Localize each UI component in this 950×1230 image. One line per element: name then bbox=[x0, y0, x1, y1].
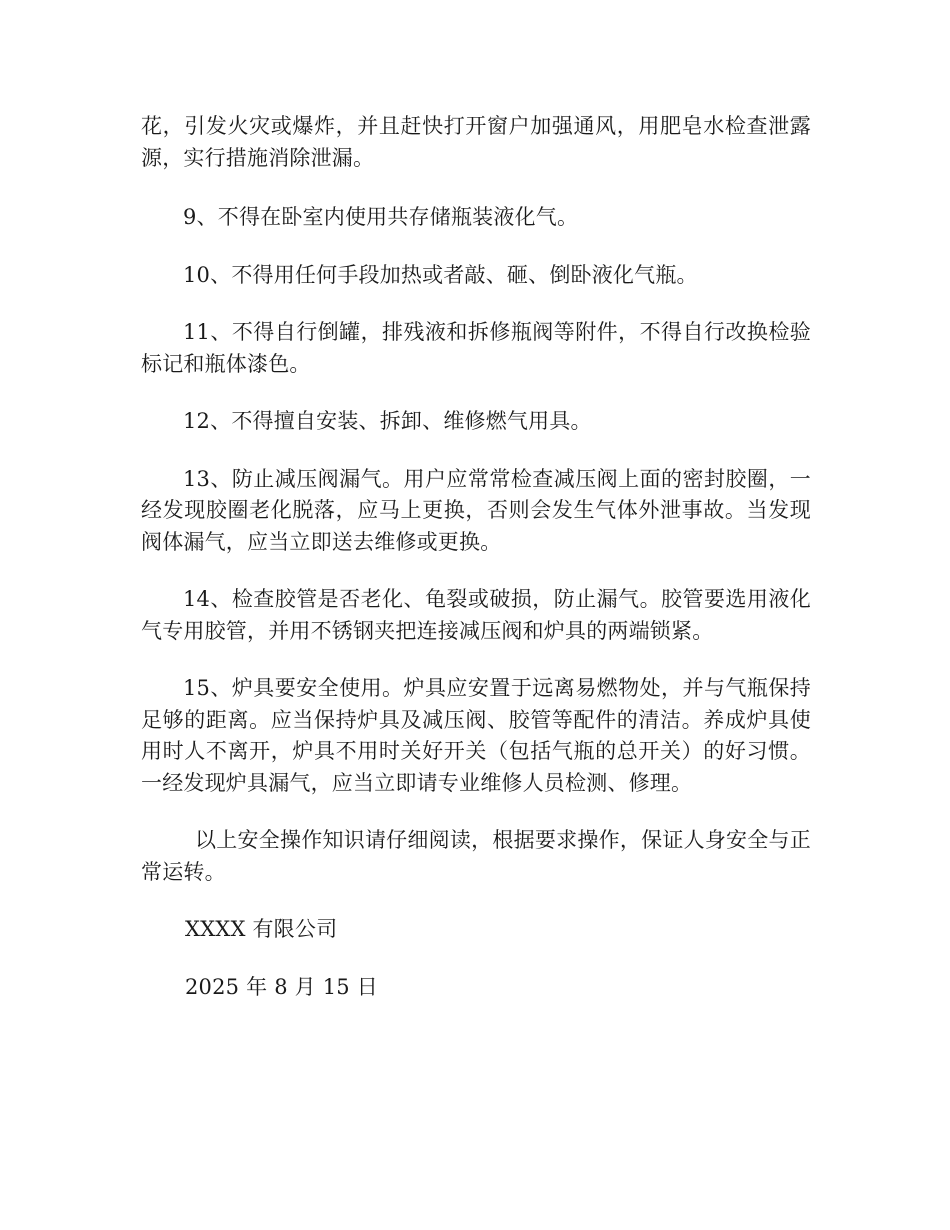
paragraph-rule-13: 13、防止减压阀漏气。用户应常常检查减压阀上面的密封胶圈，一经发现胶圈老化脱落，应马上更换，否则会发生气体外泄事故。当发现阀体漏气，应当立即送去维修或更换。 bbox=[141, 466, 811, 554]
paragraph-continuation: 花，引发火灾或爆炸，并且赶快打开窗户加强通风，用肥皂水检查泄露源，实行措施消除泄漏。 bbox=[141, 114, 811, 170]
paragraph-rule-15: 15、炉具要安全使用。炉具应安置于远离易燃物处，并与气瓶保持足够的距离。应当保持炉具及减压阀、胶管等配件的清洁。养成炉具使用时人不离开，炉具不用时关好开关（包括气瓶的总开关）的好习惯。一经发现炉具漏气，应当立即请专业维修人员检测、修理。 bbox=[141, 676, 811, 795]
closing-paragraph: 以上安全操作知识请仔细阅读，根据要求操作，保证人身安全与正常运转。 bbox=[141, 828, 811, 884]
paragraph-rule-11: 11、不得自行倒罐，排残液和拆修瓶阀等附件，不得自行改换检验标记和瓶体漆色。 bbox=[141, 320, 811, 376]
document-body bbox=[141, 111, 811, 1029]
paragraph-rule-10: 10、不得用任何手段加热或者敲、砸、倒卧液化气瓶。 bbox=[183, 262, 698, 287]
paragraph-rule-12: 12、不得擅自安装、拆卸、维修燃气用具。 bbox=[183, 409, 592, 433]
company-name: XXXX 有限公司 bbox=[185, 917, 338, 941]
paragraph-rule-9: 9、不得在卧室内使用共存储瓶装液化气。 bbox=[183, 205, 579, 229]
paragraph-rule-14: 14、检查胶管是否老化、龟裂或破损，防止漏气。胶管要选用液化气专用胶管，并用不锈钢夹把连接减压阀和炉具的两端锁紧。 bbox=[141, 587, 811, 643]
document-date: 2025 年 8 月 15 日 bbox=[185, 974, 378, 999]
